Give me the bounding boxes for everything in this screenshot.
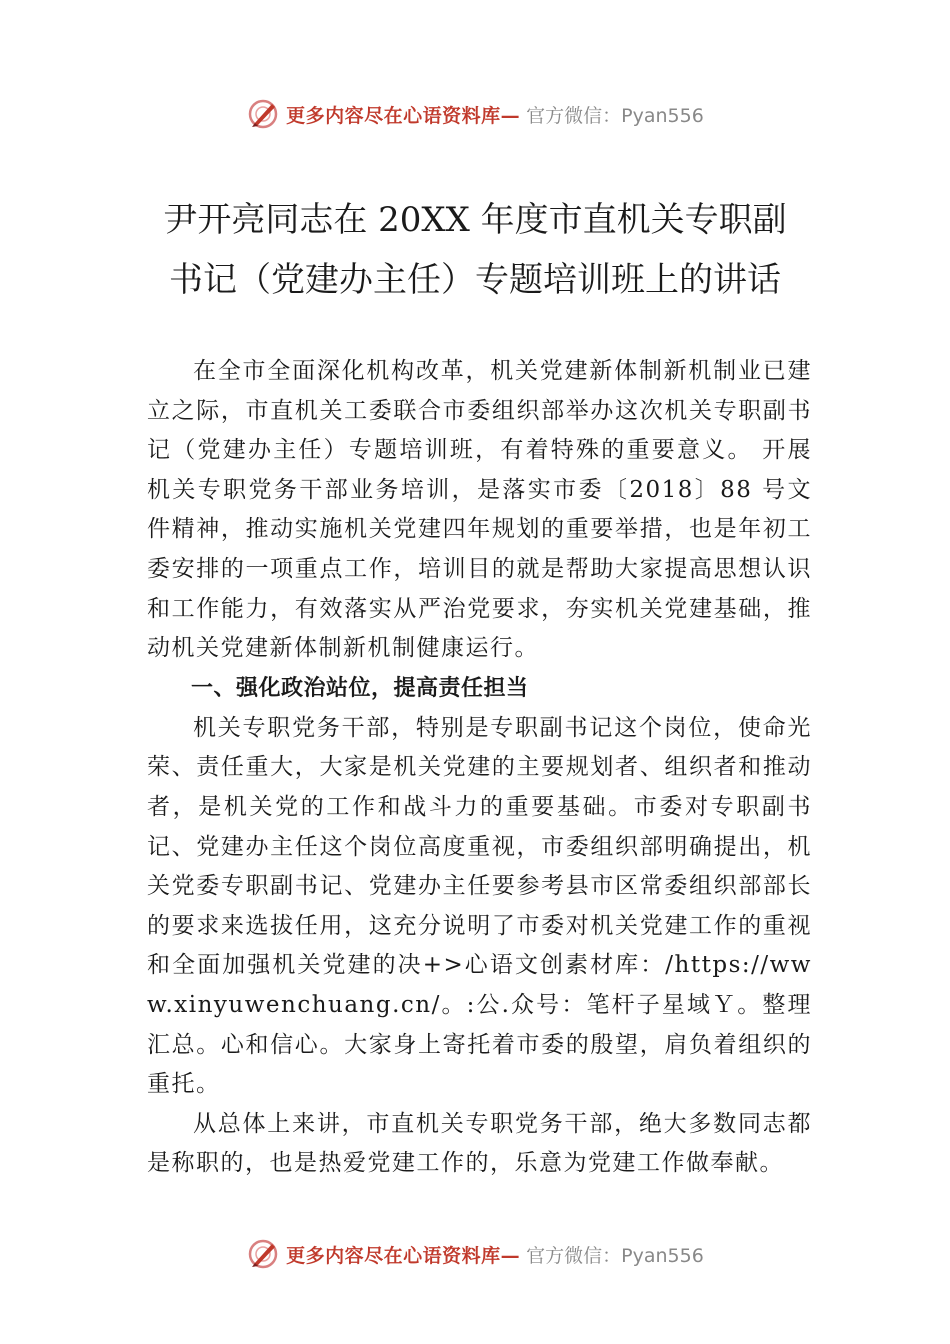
document-body xyxy=(147,352,812,1184)
banner-brand-text: 更多内容尽在心语资料库— xyxy=(286,104,521,127)
brush-logo-icon xyxy=(246,97,280,131)
banner-wechat-text: 官方微信：Pyan556 xyxy=(526,1244,704,1267)
paragraph-2: 机关专职党务干部，特别是专职副书记这个岗位，使命光荣、责任重大，大家是机关党建的主要规划者、组织者和推动者，是机关党的工作和战斗力的重要基础。市委对专职副书记、党建办主任这个岗位高度重视，市委组织部明确提出，机关党委专职副书记、党建办主任要参考县市区常委组织部部长的要求来选拔任用，这充分说明了市委对机关党建工作的重视和全面加强机关党建的决+>心语文创素材库：/https://www.xinyuwenchuang.cn/。:公.众号：笔杆子星域Ｙ。整理汇总。心和信心。大家身上寄托着市委的殷望，肩负着组织的重托。 xyxy=(147,714,812,1098)
header-banner xyxy=(0,94,950,134)
title-line-2: 书记（党建办主任）专题培训班上的讲话 xyxy=(169,260,781,300)
brush-logo-icon xyxy=(246,1237,280,1271)
paragraph-intro: 在全市全面深化机构改革，机关党建新体制新机制业已建立之际，市直机关工委联合市委组织部举办这次机关专职副书记（党建办主任）专题培训班，有着特殊的重要意义。 开展机关专职党务干部业务培训，是落实市委〔2018〕88 号文件精神，推动实施机关党建四年规划的重要举措，也是年初工委安排的一项重点工作，培训目的就是帮助大家提高思想认识和工作能力，有效落实从严治党要求，夯实机关党建基础，推动机关党建新体制新机制健康运行。 xyxy=(147,358,812,662)
section-heading-1: 一、强化政治站位，提高责任担当 xyxy=(191,675,529,701)
footer-banner xyxy=(0,1234,950,1274)
banner-brand-text: 更多内容尽在心语资料库— xyxy=(286,1244,521,1267)
banner-wechat-text: 官方微信：Pyan556 xyxy=(526,104,704,127)
title-line-1: 尹开亮同志在 20XX 年度市直机关专职副 xyxy=(163,200,787,240)
document-title xyxy=(100,190,850,310)
paragraph-3: 从总体上来讲，市直机关专职党务干部，绝大多数同志都是称职的，也是热爱党建工作的，乐意为党建工作做奉献。 xyxy=(147,1110,812,1177)
